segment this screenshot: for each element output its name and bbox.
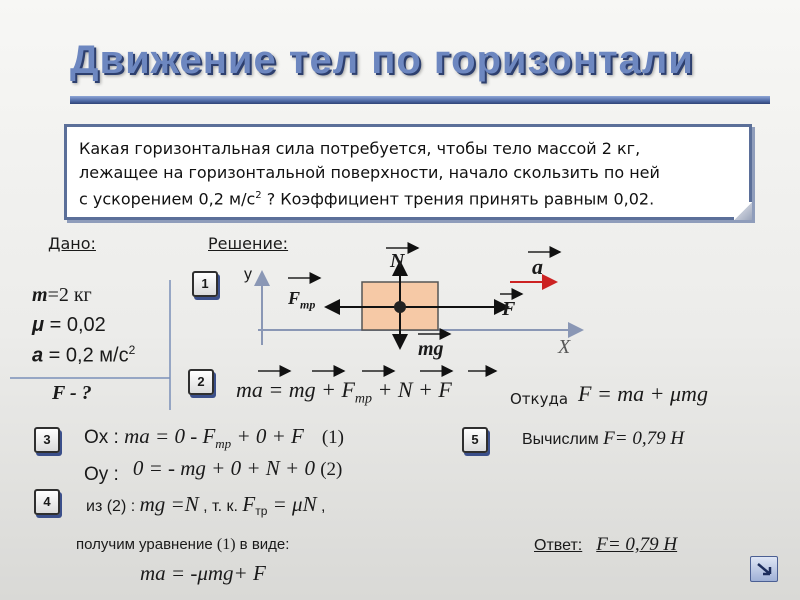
applied-force-label: F [502,298,516,320]
vector-eq-main: ma = mg + F [236,377,355,402]
problem-line-2: лежащее на горизонтальной поверхности, начало скользить по ней [79,162,660,182]
step4b-text2: в виде: [235,536,290,553]
given-find: F - ? [52,382,92,404]
gravity-force-label: mg [418,338,444,360]
step-badge-1: 1 [192,271,218,297]
given-mu-symbol: μ [32,314,45,336]
center-of-mass [394,301,406,313]
step4-line [86,492,325,518]
page-title: Движение тел по горизонтали [70,38,694,82]
answer-label: Ответ: [534,537,583,554]
step-badge-2: 2 [188,369,214,395]
step4-sub: тр [255,504,268,519]
x-axis-label: X [558,336,571,358]
ox-rest: + 0 + F [231,424,304,448]
step4b-num: (1) [216,536,236,553]
nav-arrow-icon [751,557,777,581]
friction-force-subscript: тр [300,297,316,312]
oy-number: (2) [320,459,343,480]
problem-line-3b: ? Коэффициент трения принять равным 0,02. [261,189,655,209]
next-slide-button[interactable] [750,556,778,582]
force-formula: F = ma + μmg [578,381,708,406]
step4-mid: , т. к. [198,498,243,515]
problem-line-1: Какая горизонтальная сила потребуется, чтобы тело массой 2 кг, [79,139,641,158]
ox-sub: тр [215,435,232,451]
oy-eq: 0 = - mg + 0 + N + 0 [132,456,315,480]
problem-line-3-sup: 2 [255,190,262,201]
step4-F: F [242,492,256,516]
normal-force-label: N [390,250,405,272]
vector-eq-rest: + N + F [372,377,452,402]
step4b-text1: получим уравнение [76,536,217,553]
given-mass-value: =2 кг [47,284,92,306]
step4-prefix: из (2) : [86,498,140,515]
y-axis-label: y [244,266,252,283]
step4b-line [76,536,289,554]
ox-projection [84,424,344,452]
ox-label: Ox : [84,427,119,448]
problem-line-3a: с ускорением 0,2 м/с [79,189,256,209]
given-label: Дано: [48,234,96,253]
answer-value: F= 0,79 Н [596,534,678,555]
step4-tail: , [316,498,326,515]
given-a-symbol: a [32,344,44,367]
step-badge-5: 5 [462,427,488,453]
given-a-value: = 0,2 м/с [43,344,129,367]
step4-eq2: = μN [267,492,317,516]
friction-force-symbol: F [288,288,301,308]
step-badge-4: 4 [34,489,60,515]
vector-eq-sub: тр [354,391,373,407]
ox-eq: ma = 0 - F [124,424,216,448]
given-mass-symbol: m [32,284,48,306]
given-a-sup: 2 [128,343,136,357]
compute-value: F= 0,79 Н [603,428,685,449]
oy-projection [84,456,343,486]
answer-line [534,534,677,556]
compute-line [522,428,684,450]
compute-label: Вычислим [522,431,604,448]
solution-label: Решение: [208,234,289,253]
step4-eq1: mg =N [139,492,199,516]
step-badge-3: 3 [34,427,60,453]
given-mu-value: = 0,02 [44,314,106,336]
friction-force-label [288,288,315,313]
otkuda-label: Откуда [510,390,569,408]
final-equation: ma = -μmg+ F [140,561,266,585]
vector-equation [236,377,452,407]
oy-label: Oy : [84,464,119,485]
ox-number: (1) [321,427,345,448]
acceleration-label: a [532,254,543,279]
